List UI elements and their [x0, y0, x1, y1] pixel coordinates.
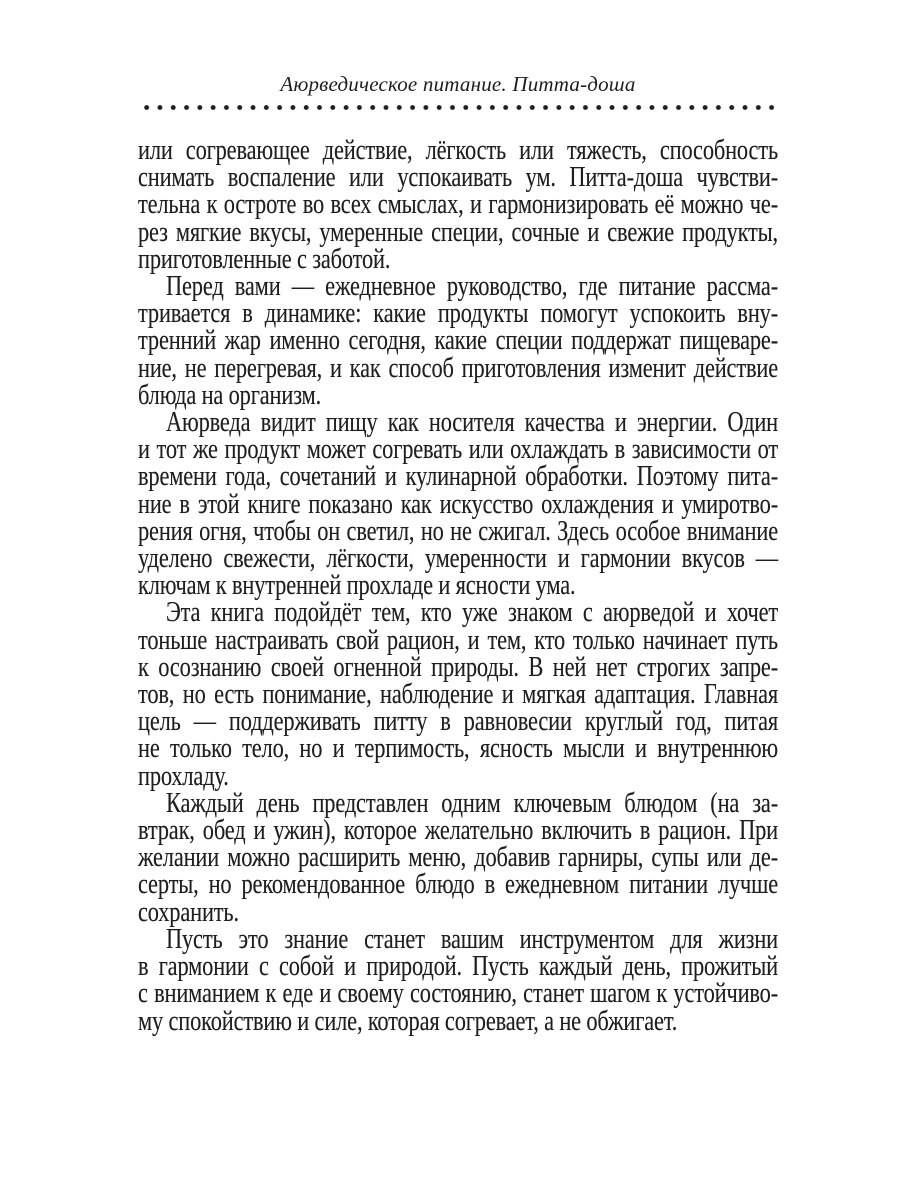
text-line: тривается в динамике: какие продукты помогут успокоить вну- — [138, 298, 778, 330]
text-line: рения огня, чтобы он светил, но не сжигал. Здесь особое внимание — [138, 515, 778, 547]
text-line: цель — поддерживать питту в равновесии круглый год, питая — [138, 706, 778, 738]
text-line: тов, но есть понимание, наблюдение и мягкая адаптация. Главная — [138, 679, 778, 711]
text-line: снимать воспаление или успокаивать ум. Питта-доша чувстви- — [138, 162, 778, 194]
text-line: желании можно расширить меню, добавив гарниры, супы или де- — [138, 842, 778, 874]
text-line: ние, не перегревая, и как способ приготовления изменит действие — [138, 352, 778, 384]
text-line: рез мягкие вкусы, умеренные специи, сочные и свежие продукты, — [138, 216, 778, 248]
text-line: серты, но рекомендованное блюдо в ежедневном питании лучше — [138, 869, 778, 901]
text-line: ние в этой книге показано как искусство охлаждения и умиротво- — [138, 488, 778, 520]
text-line: к осознанию своей огненной природы. В ней нет строгих запре- — [138, 651, 778, 683]
text-line: приготовленные с заботой. — [138, 243, 391, 275]
text-line: втрак, обед и ужин), которое желательно включить в рацион. При — [138, 815, 778, 847]
text-line: не только тело, но и терпимость, ясность мысли и внутреннюю — [138, 733, 778, 765]
text-line: и тот же продукт может согревать или охлаждать в зависимости от — [138, 434, 778, 466]
text-line: тренний жар именно сегодня, какие специи поддержат пищеваре- — [138, 325, 778, 357]
dotted-divider — [138, 103, 778, 112]
text-line: прохладу. — [138, 760, 229, 792]
text-line: в гармонии с собой и природой. Пусть каждый день, прожитый — [138, 951, 778, 983]
text-line: тоньше настраивать свой рацион, и тем, кто только начинает путь — [138, 624, 778, 656]
text-line: тельна к остроте во всех смыслах, и гармонизировать её можно че- — [138, 189, 778, 221]
body-text — [138, 137, 778, 1035]
text-line: Перед вами — ежедневное руководство, где питание рассма- — [166, 271, 778, 303]
text-line: блюда на организм. — [138, 379, 322, 411]
text-line: с вниманием к еде и своему состоянию, станет шагом к устойчиво- — [138, 978, 778, 1010]
text-line: Пусть это знание станет вашим инструментом для жизни — [166, 923, 778, 955]
text-line: Эта книга подойдёт тем, кто уже знаком с аюрведой и хочет — [166, 597, 778, 629]
text-line: ключам к внутренней прохладе и ясности ума. — [138, 570, 576, 602]
text-line: уделено свежести, лёгкости, умеренности и гармонии вкусов — — [138, 543, 778, 575]
text-line: времени года, сочетаний и кулинарной обработки. Поэтому пита- — [138, 461, 778, 493]
running-head-title: Аюрведическое питание. Питта-доша — [280, 72, 636, 96]
text-line: Аюрведа видит пищу как носителя качества и энергии. Один — [166, 407, 778, 439]
text-line: Каждый день представлен одним ключевым блюдом (на за- — [166, 787, 778, 819]
text-line: сохранить. — [138, 896, 239, 928]
text-line: му спокойствию и силе, которая согревает, а не обжигает. — [138, 1005, 678, 1037]
body-text-column — [138, 137, 778, 1035]
text-line: или согревающее действие, лёгкость или тяжесть, способность — [138, 135, 778, 166]
